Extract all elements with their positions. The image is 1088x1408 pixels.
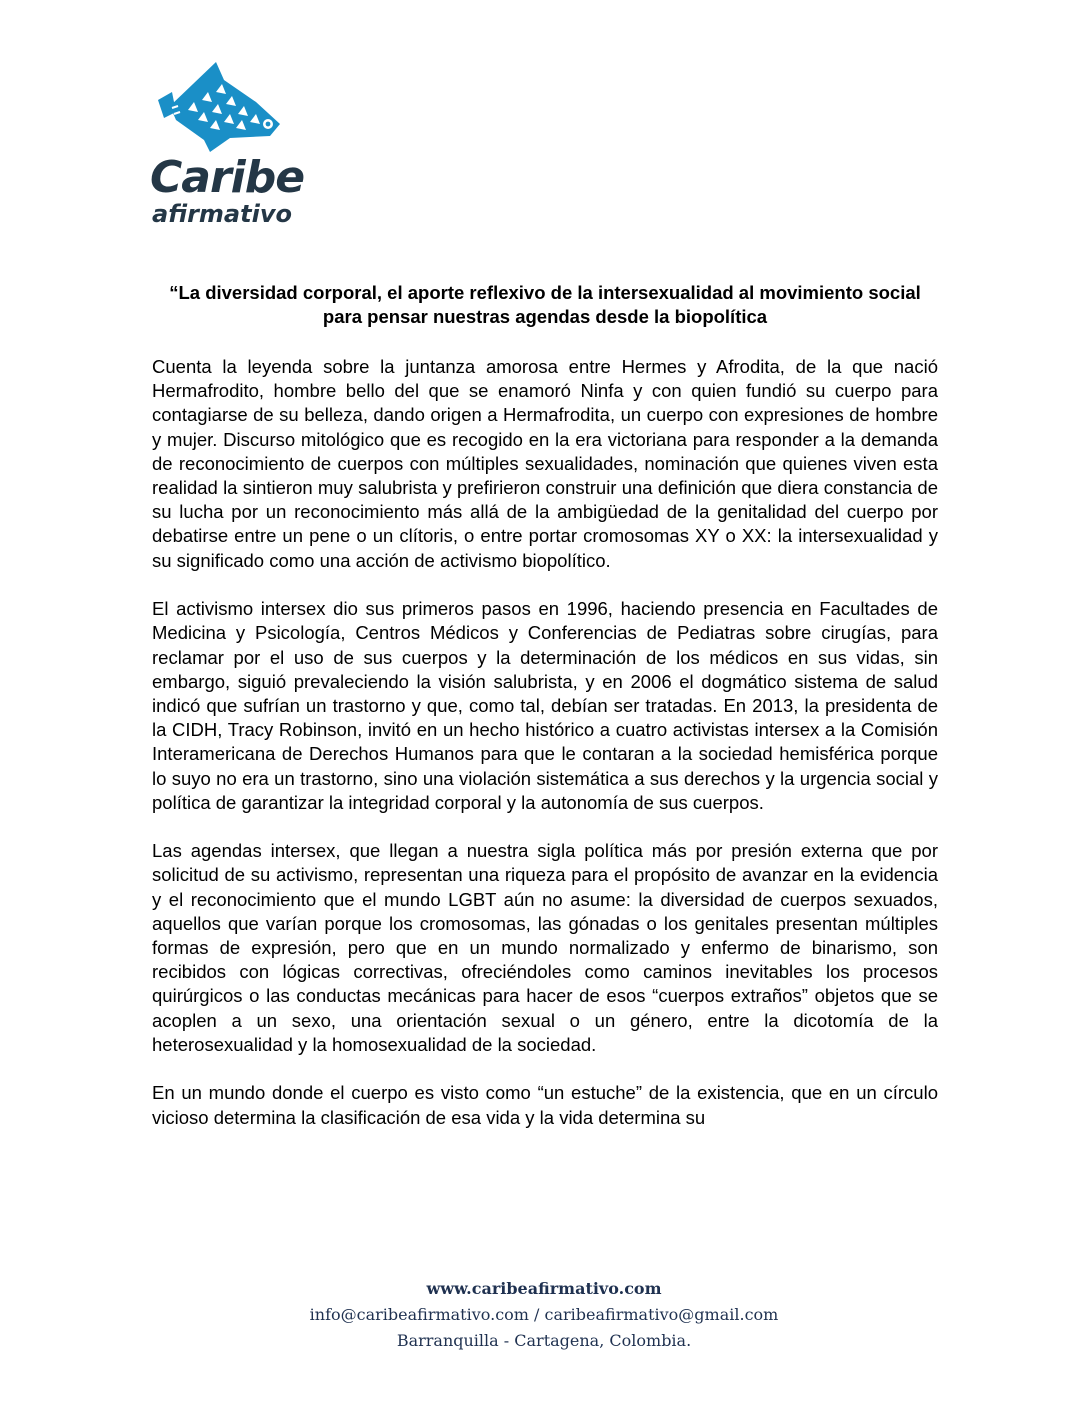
footer-location: Barranquilla - Cartagena, Colombia. (396, 1331, 692, 1350)
caribe-afirmativo-logo (150, 62, 305, 232)
footer-website-link[interactable]: www.caribeafirmativo.com (426, 1279, 662, 1298)
stingray-fish-logo-icon (158, 62, 282, 154)
document-title: “La diversidad corporal, el aporte reflexivo de la intersexualidad al movimiento social para pensar nuestras agendas desde la biopolítica (169, 282, 921, 327)
logo-word-sub: afirmativo (152, 200, 292, 228)
logo-wordmark (150, 152, 305, 228)
footer-emails[interactable]: info@caribeafirmativo.com / caribeafirmativo@gmail.com (309, 1305, 779, 1324)
page-footer (0, 1276, 1088, 1354)
document-body (152, 355, 938, 1154)
logo-word-main: Caribe (150, 152, 305, 203)
body-paragraph: Cuenta la leyenda sobre la juntanza amorosa entre Hermes y Afrodita, de la que nació Hermafrodito, hombre bello del que se enamoró Ninfa y con quien fundió su cuerpo para contagiarse de su belleza, dando origen a Hermafrodita, un cuerpo con expresiones de hombre y mujer. Discurso mitológico que es recogido en la era victoriana para responder a la demanda de reconocimiento de cuerpos con múltiples sexualidades, nominación que quienes viven esta realidad la sintieron muy salubrista y prefirieron construir una definición que diera constancia de su lucha por un reconocimiento más allá de la ambigüedad de la genitalidad del cuerpo por debatirse entre un pene o un clítoris, o entre portar cromosomas XY o XX: la intersexualidad y su significado como una acción de activismo biopolítico. (152, 356, 938, 571)
body-paragraph: Las agendas intersex, que llegan a nuestra sigla política más por presión externa que por solicitud de su activismo, representan una riqueza para el propósito de avanzar en la evidencia y el reconocimiento que el mundo LGBT aún no asume: la diversidad de cuerpos sexuados, aquellos que varían porque los cromosomas, las gónadas o los genitales presentan múltiples formas de expresión, pero que en un mundo normalizado y enfermo de binarismo, son recibidos con lógicas correctivas, ofreciéndoles como caminos inevitables los procesos quirúrgicos o las conductas mecánicas para hacer de esos “cuerpos extraños” objetos que se acoplen a un sexo, una orientación sexual o un género, entre la dicotomía de la heterosexualidad y la homosexualidad de la sociedad. (152, 840, 938, 1055)
body-paragraph: El activismo intersex dio sus primeros pasos en 1996, haciendo presencia en Facultades de Medicina y Psicología, Centros Médicos y Conferencias de Pediatras sobre cirugías, para reclamar por el uso de sus cuerpos y la determinación de los médicos en sus vidas, sin embargo, siguió prevaleciendo la visión salubrista, y en 2006 el dogmático sistema de salud indicó que sufrían un trastorno y que, como tal, debían ser tratadas. En 2013, la presidenta de la CIDH, Tracy Robinson, invitó en un hecho histórico a cuatro activistas intersex a la Comisión Interamericana de Derechos Humanos para que le contaran a la sociedad hemisférica porque lo suyo no era un trastorno, sino una violación sistemática a sus derechos y la urgencia social y política de garantizar la integridad corporal y la autonomía de sus cuerpos. (152, 598, 938, 813)
body-paragraph: En un mundo donde el cuerpo es visto como “un estuche” de la existencia, que en un círculo vicioso determina la clasificación de esa vida y la vida determina su (152, 1082, 938, 1128)
